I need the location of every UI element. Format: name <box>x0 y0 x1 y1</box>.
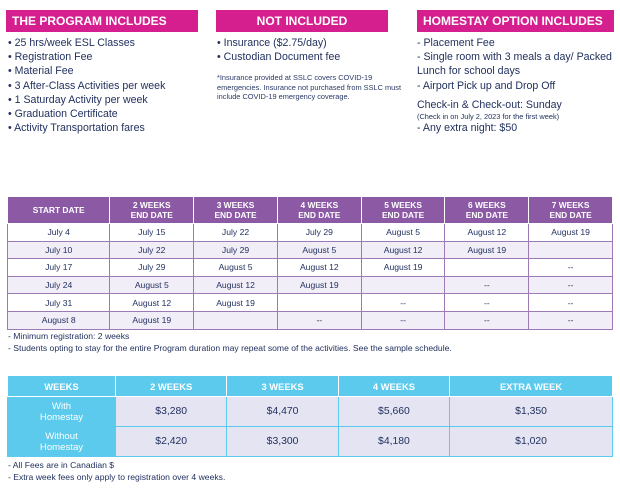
table-cell <box>361 276 445 294</box>
table-cell <box>194 311 278 329</box>
table-cell: July 4 <box>8 224 110 242</box>
table-row <box>8 224 613 242</box>
list-item: • 1 Saturday Activity per week <box>8 93 148 106</box>
schedule-header-start: START DATE <box>8 197 110 224</box>
table-cell: -- <box>529 259 613 277</box>
table-cell: August 8 <box>8 311 110 329</box>
table-row <box>8 311 613 329</box>
row-label-without-homestay: Without Homestay <box>8 427 116 457</box>
table-cell: August 5 <box>194 259 278 277</box>
table-cell: -- <box>361 294 445 312</box>
table-cell: August 19 <box>110 311 194 329</box>
table-cell: August 5 <box>110 276 194 294</box>
price-cell: $3,280 <box>116 397 227 427</box>
schedule-header-7w: 7 WEEKS END DATE <box>529 197 613 224</box>
fees-header-3w: 3 WEEKS <box>227 376 338 397</box>
table-cell: July 15 <box>110 224 194 242</box>
table-cell: July 29 <box>110 259 194 277</box>
program-includes-header: THE PROGRAM INCLUDES <box>6 10 198 32</box>
table-cell: -- <box>529 294 613 312</box>
table-cell: August 5 <box>277 241 361 259</box>
insurance-note: *Insurance provided at SSLC covers COVID-19 emergencies. Insurance not purchased from SSLC must include COVID-19 emergency coverage. <box>217 73 402 102</box>
table-cell: July 31 <box>8 294 110 312</box>
price-cell: $3,300 <box>227 427 338 457</box>
table-cell: -- <box>529 276 613 294</box>
checkin-text: Check-in & Check-out: Sunday <box>417 98 562 111</box>
table-cell: -- <box>445 276 529 294</box>
table-row <box>8 397 613 427</box>
table-cell: July 10 <box>8 241 110 259</box>
list-item: • Graduation Certificate <box>8 108 118 121</box>
table-cell: August 19 <box>277 276 361 294</box>
table-cell: -- <box>277 311 361 329</box>
schedule-header-4w: 4 WEEKS END DATE <box>277 197 361 224</box>
fees-header-row <box>8 376 613 397</box>
fees-note: - Extra week fees only apply to registration over 4 weeks. <box>8 471 226 482</box>
not-included-header: NOT INCLUDED <box>216 10 388 32</box>
price-cell: $1,350 <box>450 397 613 427</box>
table-row <box>8 241 613 259</box>
checkin-note: (Check in on July 2, 2023 for the first week) <box>417 112 560 122</box>
fees-header-extra: EXTRA WEEK <box>450 376 613 397</box>
schedule-header-5w: 5 WEEKS END DATE <box>361 197 445 224</box>
schedule-table <box>7 196 613 330</box>
table-cell: -- <box>361 311 445 329</box>
table-cell: July 22 <box>110 241 194 259</box>
schedule-note: - Students opting to stay for the entire Program duration may repeat some of the activities. See the sample schedule. <box>8 342 452 353</box>
table-row <box>8 294 613 312</box>
program-includes-list <box>8 36 213 135</box>
table-cell: -- <box>445 294 529 312</box>
table-cell: July 22 <box>194 224 278 242</box>
table-cell <box>529 241 613 259</box>
list-item: • Activity Transportation fares <box>8 122 145 135</box>
table-row <box>8 259 613 277</box>
table-cell: August 12 <box>445 224 529 242</box>
not-included-list <box>217 36 407 102</box>
table-cell: July 29 <box>194 241 278 259</box>
price-cell: $4,470 <box>227 397 338 427</box>
schedule-notes <box>8 331 452 354</box>
table-cell: August 12 <box>110 294 194 312</box>
schedule-note: - Minimum registration: 2 weeks <box>8 331 130 341</box>
list-item: • Material Fee <box>8 65 74 78</box>
table-cell: August 12 <box>194 276 278 294</box>
table-cell: August 12 <box>277 259 361 277</box>
table-row <box>8 276 613 294</box>
table-cell <box>277 294 361 312</box>
schedule-header-row <box>8 197 613 224</box>
price-cell: $4,180 <box>338 427 449 457</box>
fees-header-2w: 2 WEEKS <box>116 376 227 397</box>
list-item: - Single room with 3 meals a day/ Packed Lunch for school days <box>417 51 612 78</box>
price-cell: $2,420 <box>116 427 227 457</box>
row-label-with-homestay: With Homestay <box>8 397 116 427</box>
table-cell: July 29 <box>277 224 361 242</box>
list-item: • Custodian Document fee <box>217 51 341 64</box>
fees-header-weeks: WEEKS <box>8 376 116 397</box>
fees-table <box>7 375 613 457</box>
fees-notes <box>8 460 225 483</box>
list-item: - Airport Pick up and Drop Off <box>417 79 556 92</box>
list-item: • 25 hrs/week ESL Classes <box>8 37 135 49</box>
price-cell: $5,660 <box>338 397 449 427</box>
fees-header-4w: 4 WEEKS <box>338 376 449 397</box>
extra-night-text: - Any extra night: $50 <box>417 122 518 135</box>
list-item: - Placement Fee <box>417 37 495 49</box>
table-cell: August 19 <box>194 294 278 312</box>
homestay-option-header: HOMESTAY OPTION INCLUDES <box>417 10 614 32</box>
list-item: • Insurance ($2.75/day) <box>217 37 327 49</box>
list-item: • 3 After-Class Activities per week <box>8 79 166 92</box>
schedule-header-6w: 6 WEEKS END DATE <box>445 197 529 224</box>
schedule-header-2w: 2 WEEKS END DATE <box>110 197 194 224</box>
table-cell: July 24 <box>8 276 110 294</box>
table-cell: August 19 <box>445 241 529 259</box>
table-cell: August 19 <box>529 224 613 242</box>
list-item: • Registration Fee <box>8 51 93 64</box>
table-cell: July 17 <box>8 259 110 277</box>
price-cell: $1,020 <box>450 427 613 457</box>
table-cell: -- <box>445 311 529 329</box>
table-row <box>8 427 613 457</box>
fees-note: - All Fees are in Canadian $ <box>8 460 115 470</box>
table-cell: August 19 <box>361 259 445 277</box>
table-cell: August 12 <box>361 241 445 259</box>
schedule-header-3w: 3 WEEKS END DATE <box>194 197 278 224</box>
table-cell: -- <box>529 311 613 329</box>
table-cell: August 5 <box>361 224 445 242</box>
table-cell <box>445 259 529 277</box>
homestay-list <box>417 36 617 135</box>
